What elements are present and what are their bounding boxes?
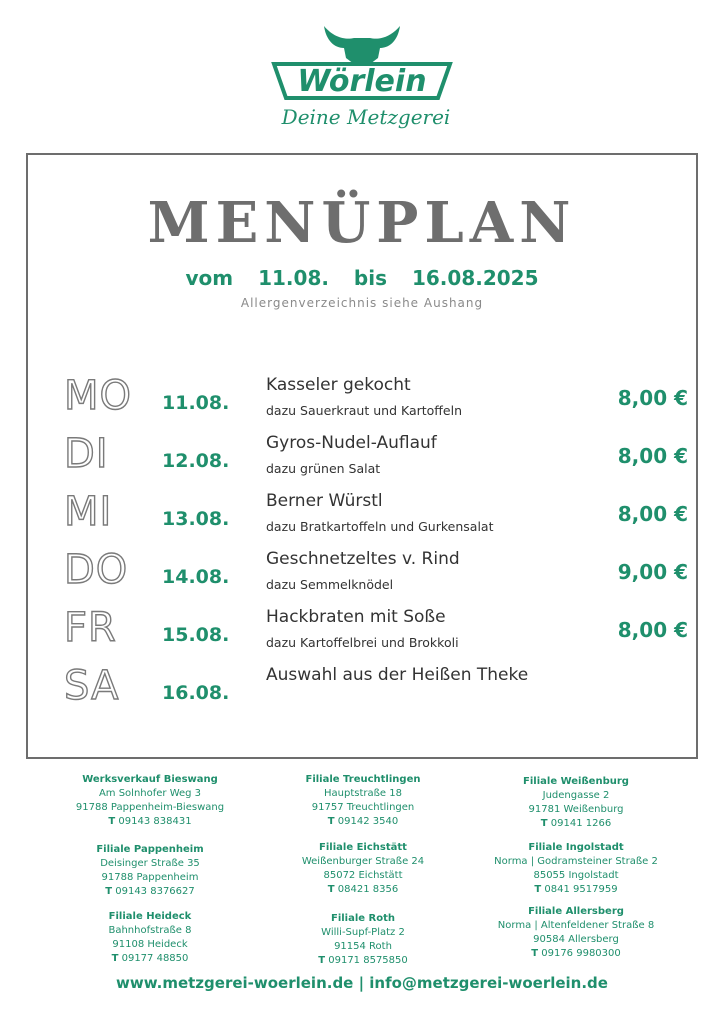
weekday-label: SA [64,663,120,709]
branch-heideck [35,910,265,966]
menu-date: 15.08. [162,624,230,646]
branch-name: Filiale Ingolstadt [528,842,624,853]
branch-bieswang [35,773,265,829]
branch-name: Filiale Allersberg [528,906,624,917]
branch-name: Filiale Heideck [108,911,192,922]
branch-phone: T 09141 1266 [540,818,612,829]
menu-row-mi [0,489,724,550]
weekday-label: MO [64,373,132,419]
menu-row-sa [0,663,724,724]
dish-side: dazu grünen Salat [266,461,381,476]
branch-street: Bahnhofstraße 8 [108,925,192,936]
branch-eichstaett [248,841,478,897]
dish-price: 8,00 € [617,502,688,526]
menu-row-fr [0,605,724,666]
brand-tagline: Deine Metzgerei [281,105,451,129]
weekday-label: MI [64,489,113,535]
allergen-note: Allergenverzeichnis siehe Aushang [240,296,484,310]
weekday-label: DI [64,431,109,477]
from-word: vom [185,266,234,290]
dish-name: Gyros-Nudel-Auflauf [266,433,437,453]
menu-date: 14.08. [162,566,230,588]
dish-name: Kasseler gekocht [266,375,411,395]
branch-street: Willi-Supf-Platz 2 [321,927,405,938]
branch-phone: T 09143 8376627 [105,886,195,897]
dish-side: dazu Bratkartoffeln und Gurkensalat [266,519,494,534]
dish-price: 8,00 € [617,444,688,468]
dish-price: 9,00 € [617,560,688,584]
menu-date: 16.08. [162,682,230,704]
branch-street: Norma | Godramsteiner Straße 2 [494,856,658,867]
to-date: 16.08.2025 [411,266,539,290]
dish-name: Hackbraten mit Soße [266,607,446,627]
branch-phone: T 09171 8575850 [318,955,408,966]
branch-name: Filiale Eichstätt [319,842,407,853]
dish-side: dazu Sauerkraut und Kartoffeln [266,403,463,418]
branch-treuchtlingen [248,773,478,829]
branch-city: 91108 Heideck [112,939,188,950]
branch-weissenburg [461,775,691,831]
branch-city: 91788 Pappenheim-Bieswang [75,802,225,813]
to-word: bis [353,266,387,290]
dish-price: 8,00 € [617,618,688,642]
dish-name: Geschnetzeltes v. Rind [266,549,460,569]
branch-name: Filiale Pappenheim [96,844,204,855]
branch-name: Werksverkauf Bieswang [82,774,218,785]
branch-street: Deisinger Straße 35 [100,858,200,869]
branch-city: 91788 Pappenheim [101,872,199,883]
menu-date: 11.08. [162,392,230,414]
branch-city: 90584 Allersberg [533,934,619,945]
dish-name: Berner Würstl [266,491,383,511]
branch-name: Filiale Weißenburg [523,776,629,787]
dish-side: dazu Kartoffelbrei und Brokkoli [266,635,459,650]
branch-street: Judengasse 2 [542,790,610,801]
branch-street: Norma | Altenfeldener Straße 8 [497,920,655,931]
branch-phone: T 08421 8356 [327,884,399,895]
branch-city: 91781 Weißenburg [528,804,624,815]
branch-phone: T 09143 838431 [108,816,192,827]
branch-city: 85072 Eichstätt [323,870,403,881]
branch-phone: T 09176 9980300 [531,948,621,959]
dish-side: dazu Semmelknödel [266,577,394,592]
branch-street: Hauptstraße 18 [324,788,402,799]
dish-price: 8,00 € [617,386,688,410]
branch-street: Am Solnhofer Weg 3 [98,788,202,799]
branch-street: Weißenburger Straße 24 [301,856,425,867]
branch-city: 91757 Treuchtlingen [311,802,415,813]
branch-phone: T 09177 48850 [111,953,189,964]
branch-name: Filiale Roth [330,913,396,924]
brand-logo [262,18,462,146]
bull-head-icon [324,26,400,64]
date-range [0,266,724,290]
weekday-label: DO [64,547,129,593]
branch-name: Filiale Treuchtlingen [305,774,421,785]
dish-name: Auswahl aus der Heißen Theke [266,665,529,685]
branch-phone: T 0841 9517959 [534,884,618,895]
branch-roth [248,912,478,968]
branch-allersberg [461,905,691,961]
menu-row-di [0,431,724,492]
weekday-label: FR [64,605,117,651]
branch-pappenheim [35,843,265,899]
branch-city: 91154 Roth [334,941,392,952]
menu-date: 12.08. [162,450,230,472]
contact-footer[interactable]: www.metzgerei-woerlein.de | info@metzgerei-woerlein.de [116,974,608,992]
menu-date: 13.08. [162,508,230,530]
from-date: 11.08. [258,266,329,290]
branch-city: 85055 Ingolstadt [533,870,619,881]
branch-phone: T 09142 3540 [327,816,399,827]
brand-name: Wörlein [297,64,427,99]
menu-row-mo [0,373,724,434]
page-title: MENÜPLAN [147,190,577,256]
menu-row-do [0,547,724,608]
branch-ingolstadt [461,841,691,897]
